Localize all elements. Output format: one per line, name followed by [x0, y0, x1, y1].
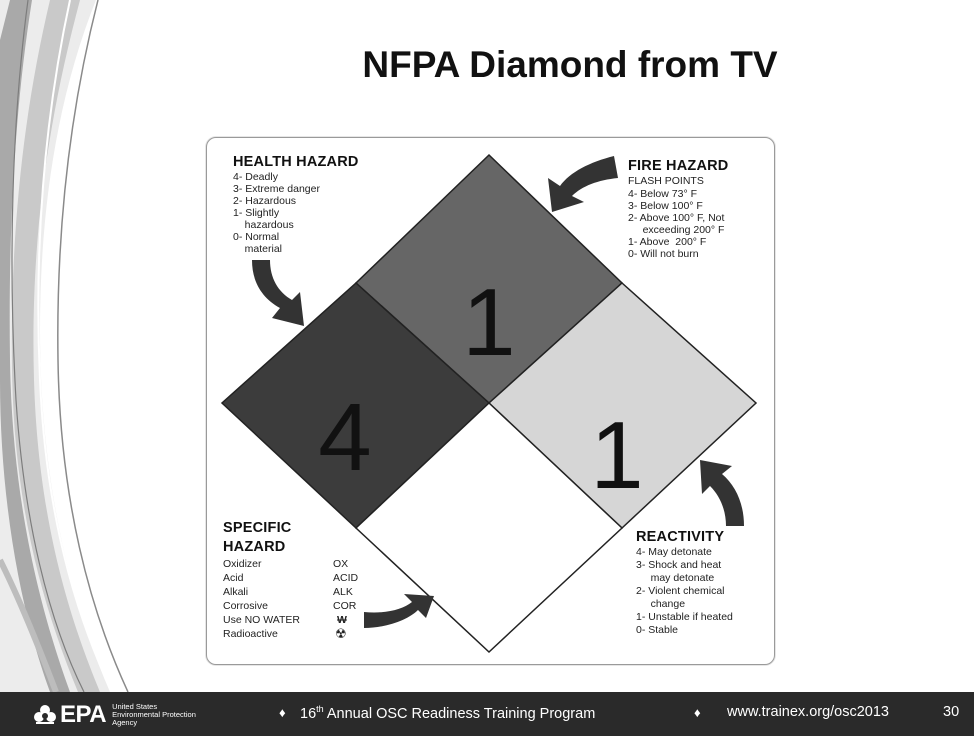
fire-hazard-line: 4- Below 73° F: [628, 188, 697, 200]
fire-hazard-line: exceeding 200° F: [628, 224, 725, 236]
agency-name: [112, 703, 212, 727]
specific-hazard-code: COR: [333, 600, 357, 612]
specific-arrow-icon: [364, 594, 434, 628]
fire-hazard-line: 3- Below 100° F: [628, 200, 703, 212]
fire-hazard-header: FIRE HAZARD: [628, 158, 729, 174]
separator-icon: ♦: [694, 705, 701, 720]
specific-hazard-label: Radioactive: [223, 628, 278, 640]
fire-hazard-line: 0- Will not burn: [628, 248, 699, 260]
specific-hazard-label: Acid: [223, 572, 244, 584]
specific-hazard-header: SPECIFIC: [223, 520, 292, 536]
footer-url: www.trainex.org/osc2013: [727, 704, 889, 720]
health-rating: 4: [318, 384, 372, 491]
health-arrow-icon: [252, 260, 304, 326]
specific-hazard-code: ACID: [333, 572, 359, 584]
fire-hazard-subheader: FLASH POINTS: [628, 175, 704, 187]
specific-hazard-label: Use NO WATER: [223, 614, 301, 626]
reactivity-line: 3- Shock and heat: [636, 559, 722, 571]
specific-hazard-code: W: [337, 614, 347, 626]
health-hazard-line: 1- Slightly: [233, 207, 280, 219]
health-hazard-line: hazardous: [233, 219, 294, 231]
reactivity-arrow-icon: [700, 460, 744, 526]
health-hazard-line: 2- Hazardous: [233, 195, 297, 207]
slide-title: NFPA Diamond from TV: [362, 44, 778, 85]
agency-line: Environmental Protection: [112, 710, 196, 719]
specific-hazard-label: Corrosive: [223, 600, 268, 612]
agency-line: Agency: [112, 718, 138, 727]
radioactive-icon: ☢: [335, 626, 347, 641]
separator-icon: ♦: [279, 705, 286, 720]
health-hazard-header: HEALTH HAZARD: [233, 154, 359, 170]
specific-hazard-label: Alkali: [223, 586, 249, 598]
specific-hazard-header: HAZARD: [223, 539, 286, 555]
fire-rating: 1: [462, 269, 516, 376]
reactivity-line: 1- Unstable if heated: [636, 611, 733, 623]
health-hazard-line: 0- Normal: [233, 231, 280, 243]
epa-logo: [33, 701, 212, 729]
program-name: [300, 704, 595, 722]
program-ordinal: 16: [300, 705, 317, 722]
epa-flower-icon: [33, 704, 57, 726]
fire-hazard-line: 1- Above 200° F: [628, 236, 707, 248]
specific-hazard-code: OX: [333, 558, 349, 570]
specific-hazard-label: Oxidizer: [223, 558, 262, 570]
fire-hazard-line: 2- Above 100° F, Not: [628, 212, 725, 224]
agency-line: United States: [112, 702, 158, 711]
page-number: 30: [943, 704, 960, 720]
health-hazard-line: material: [233, 243, 283, 255]
reactivity-header: REACTIVITY: [636, 529, 725, 545]
reactivity-line: 4- May detonate: [636, 546, 712, 558]
epa-logo-text: EPA: [60, 701, 107, 728]
reactivity-line: change: [636, 598, 686, 610]
program-title: Annual OSC Readiness Training Program: [323, 705, 596, 722]
health-hazard-line: 3- Extreme danger: [233, 183, 320, 195]
reactivity-rating: 1: [590, 402, 644, 509]
program-ordinal-suffix: th: [316, 704, 324, 714]
fire-arrow-icon: [548, 156, 618, 212]
reactivity-line: 2- Violent chemical: [636, 585, 725, 597]
health-hazard-line: 4- Deadly: [233, 171, 278, 183]
specific-hazard-code: ALK: [333, 586, 353, 598]
slide-footer: [0, 692, 974, 736]
reactivity-line: 0- Stable: [636, 624, 679, 636]
reactivity-line: may detonate: [636, 572, 715, 584]
